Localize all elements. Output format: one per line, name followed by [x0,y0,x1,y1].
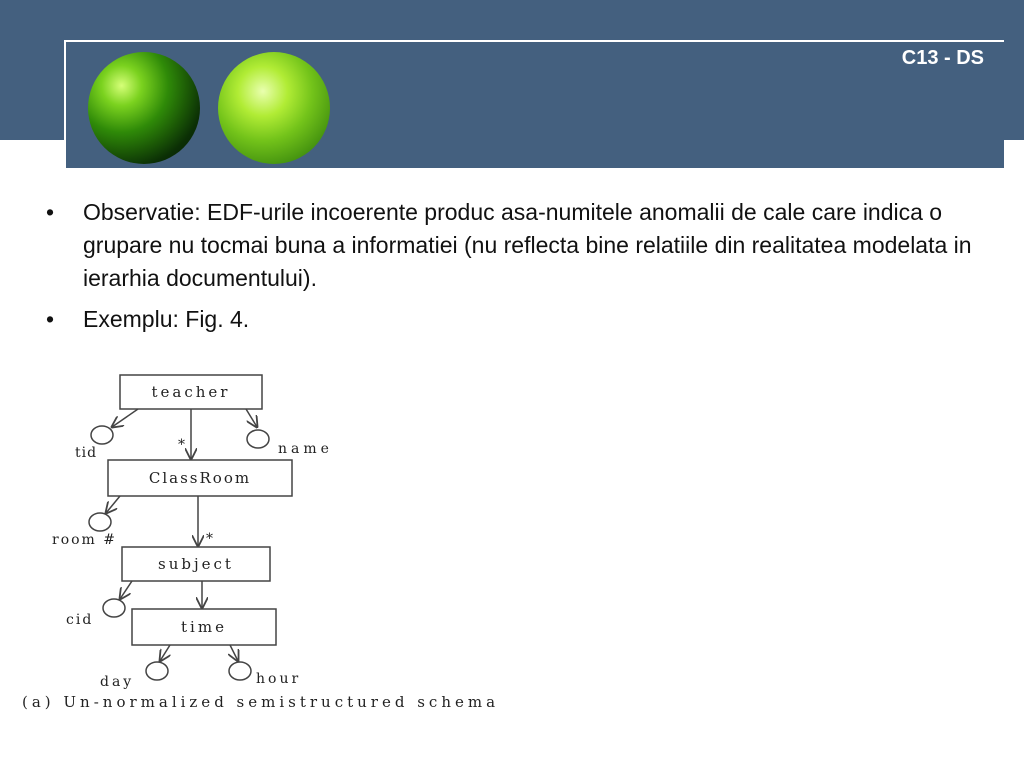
bullet-list [46,196,996,336]
leaf-photo-2 [218,52,330,164]
tid-attribute [91,426,113,444]
edge-classroom-room [106,496,120,513]
schema-figure [20,365,540,715]
header-frame [64,40,1004,170]
edge-teacher-name [246,409,257,427]
name-attribute [247,430,269,448]
hour-attribute [229,662,251,680]
teacher-label: teacher [151,383,231,401]
subject-label: subject [158,555,234,573]
cid-attribute [103,599,125,617]
bullet-observatie: • Observatie: EDF-urile incoerente produc asa-numitele anomalii de cale care indica o grupare nu tocmai buna a informatiei (nu reflecta bine relatiile din realitatea modelata in ierarhia documentului). [46,196,996,295]
tid-label: tid [75,445,98,461]
schema-diagram [20,365,540,715]
edge-subject-cid [120,581,132,599]
room-attribute [89,513,111,531]
slide-code: C13 - DS [901,47,984,69]
edge-time-day [160,645,170,661]
room-label: room # [52,532,118,548]
edge-time-hour [230,645,238,661]
figure-caption: (a) Un-normalized semistructured schema [22,693,500,711]
edge-teacher-tid [112,409,138,427]
day-attribute [146,662,168,680]
star-classroom-subject: * [206,531,213,547]
day-label: day [100,674,135,690]
cid-label: cid [66,612,94,628]
slide-content [46,196,996,344]
star-teacher-classroom: * [178,437,185,453]
hour-label: hour [256,671,302,687]
time-label: time [181,618,227,636]
bullet-exemplu: • Exemplu: Fig. 4. [46,303,996,336]
name-label: name [278,441,333,457]
leaf-photo-1 [88,52,200,164]
classroom-label: ClassRoom [148,469,252,487]
